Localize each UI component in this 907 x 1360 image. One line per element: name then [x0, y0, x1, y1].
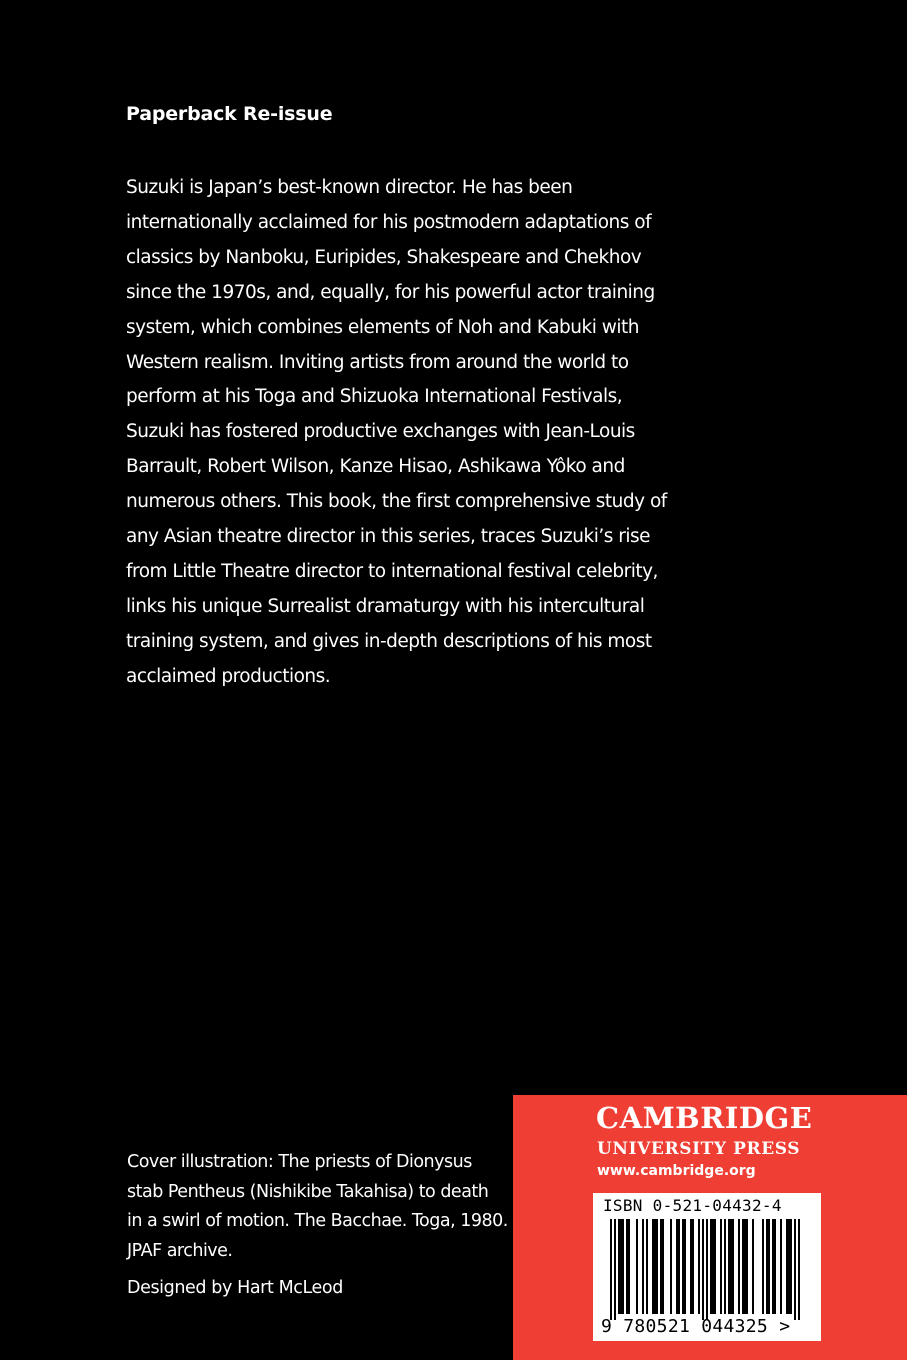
barcode-bar [662, 1219, 664, 1314]
barcode-bar [742, 1219, 744, 1314]
barcode-bar [620, 1219, 622, 1314]
publisher-url: www.cambridge.org [597, 1163, 756, 1179]
publisher-logo-press: UNIVERSITY PRESS [597, 1139, 801, 1159]
description-line: training system, and gives in-depth descriptions of his most [126, 630, 652, 652]
barcode-bar [738, 1219, 740, 1314]
barcode-bar [610, 1219, 612, 1320]
barcode-bar [746, 1219, 748, 1314]
barcode-bar [712, 1219, 714, 1314]
barcode-bar [720, 1219, 722, 1314]
publisher-panel [513, 1095, 907, 1360]
barcode-bar [786, 1219, 788, 1314]
barcode-bar [656, 1219, 658, 1314]
caption-line: stab Pentheus (Nishikibe Takahisa) to death [127, 1181, 489, 1202]
publisher-logo-name: CAMBRIDGE [596, 1101, 813, 1135]
barcode-bar [710, 1219, 712, 1314]
barcode-bar [714, 1219, 716, 1314]
description-line: classics by Nanboku, Euripides, Shakespeare and Chekhov [126, 246, 642, 268]
barcode-bar [798, 1219, 800, 1320]
barcode-bar [652, 1219, 654, 1314]
isbn-label: ISBN 0-521-04432-4 [603, 1196, 782, 1215]
book-description [126, 171, 666, 695]
description-line: links his unique Surrealist dramaturgy with his intercultural [126, 595, 645, 617]
caption-line: JPAF archive. [127, 1240, 233, 1261]
description-line: system, which combines elements of Noh and Kabuki with [126, 316, 639, 338]
cover-illustration-caption [127, 1148, 507, 1266]
barcode-bar [762, 1219, 764, 1314]
barcode-bar [790, 1219, 792, 1314]
description-line: acclaimed productions. [126, 665, 331, 687]
barcode-bar [626, 1219, 628, 1314]
barcode-bar [766, 1219, 768, 1314]
barcode-bar [622, 1219, 624, 1314]
description-line: internationally acclaimed for his postmodern adaptations of [126, 211, 652, 233]
barcode-bar [702, 1219, 704, 1320]
barcode-bar [724, 1219, 726, 1314]
ean-digits: 9 780521 044325 > [601, 1316, 791, 1337]
description-line: Suzuki is Japan’s best-known director. He has been [126, 177, 573, 198]
description-line: perform at his Toga and Shizuoka International Festivals, [126, 386, 623, 408]
barcode-bar [730, 1219, 732, 1314]
description-line: Barrault, Robert Wilson, Kanze Hisao, Ashikawa Yôko and [126, 456, 625, 478]
description-line: Suzuki has fostered productive exchanges with Jean-Louis [126, 421, 635, 443]
barcode-bar [682, 1219, 684, 1314]
barcode-bar [780, 1219, 782, 1314]
barcode-bar [628, 1219, 630, 1314]
barcode-bar [676, 1219, 678, 1314]
barcode-bar [692, 1219, 694, 1314]
barcode-bar [678, 1219, 680, 1314]
description-line: Western realism. Inviting artists from around the world to [126, 351, 629, 373]
barcode-bar [654, 1219, 656, 1314]
designer-credit: Designed by Hart McLeod [127, 1278, 343, 1298]
barcode-bar [706, 1219, 708, 1320]
barcode-bar [744, 1219, 746, 1314]
barcode-bar [684, 1219, 686, 1314]
caption-line: in a swirl of motion. The Bacchae. Toga, 1980. [127, 1211, 508, 1231]
reissue-heading: Paperback Re-issue [126, 103, 333, 125]
description-line: any Asian theatre director in this series, traces Suzuki’s rise [126, 526, 650, 548]
description-line: from Little Theatre director to international festival celebrity, [126, 560, 658, 582]
barcode-bar [670, 1219, 672, 1314]
barcode-bar [642, 1219, 644, 1314]
caption-line: Cover illustration: The priests of Dionysus [127, 1152, 472, 1172]
barcode-bar [614, 1219, 616, 1320]
barcode-bar [660, 1219, 662, 1314]
barcode-bar [788, 1219, 790, 1314]
barcode-bar [698, 1219, 700, 1314]
isbn-barcode [593, 1193, 821, 1341]
barcode-bar [752, 1219, 754, 1314]
barcode-bar [646, 1219, 648, 1314]
barcode-bar [774, 1219, 776, 1314]
description-line: since the 1970s, and, equally, for his powerful actor training [126, 281, 655, 303]
barcode-bar [690, 1219, 692, 1314]
barcode-bar [732, 1219, 734, 1314]
barcode-bar [768, 1219, 770, 1314]
description-line: numerous others. This book, the first comprehensive study of [126, 491, 667, 513]
barcode-bar [618, 1219, 620, 1314]
barcode-bar [772, 1219, 774, 1314]
barcode-bar [636, 1219, 638, 1314]
barcode-bar [728, 1219, 730, 1314]
barcode-bar [794, 1219, 796, 1320]
